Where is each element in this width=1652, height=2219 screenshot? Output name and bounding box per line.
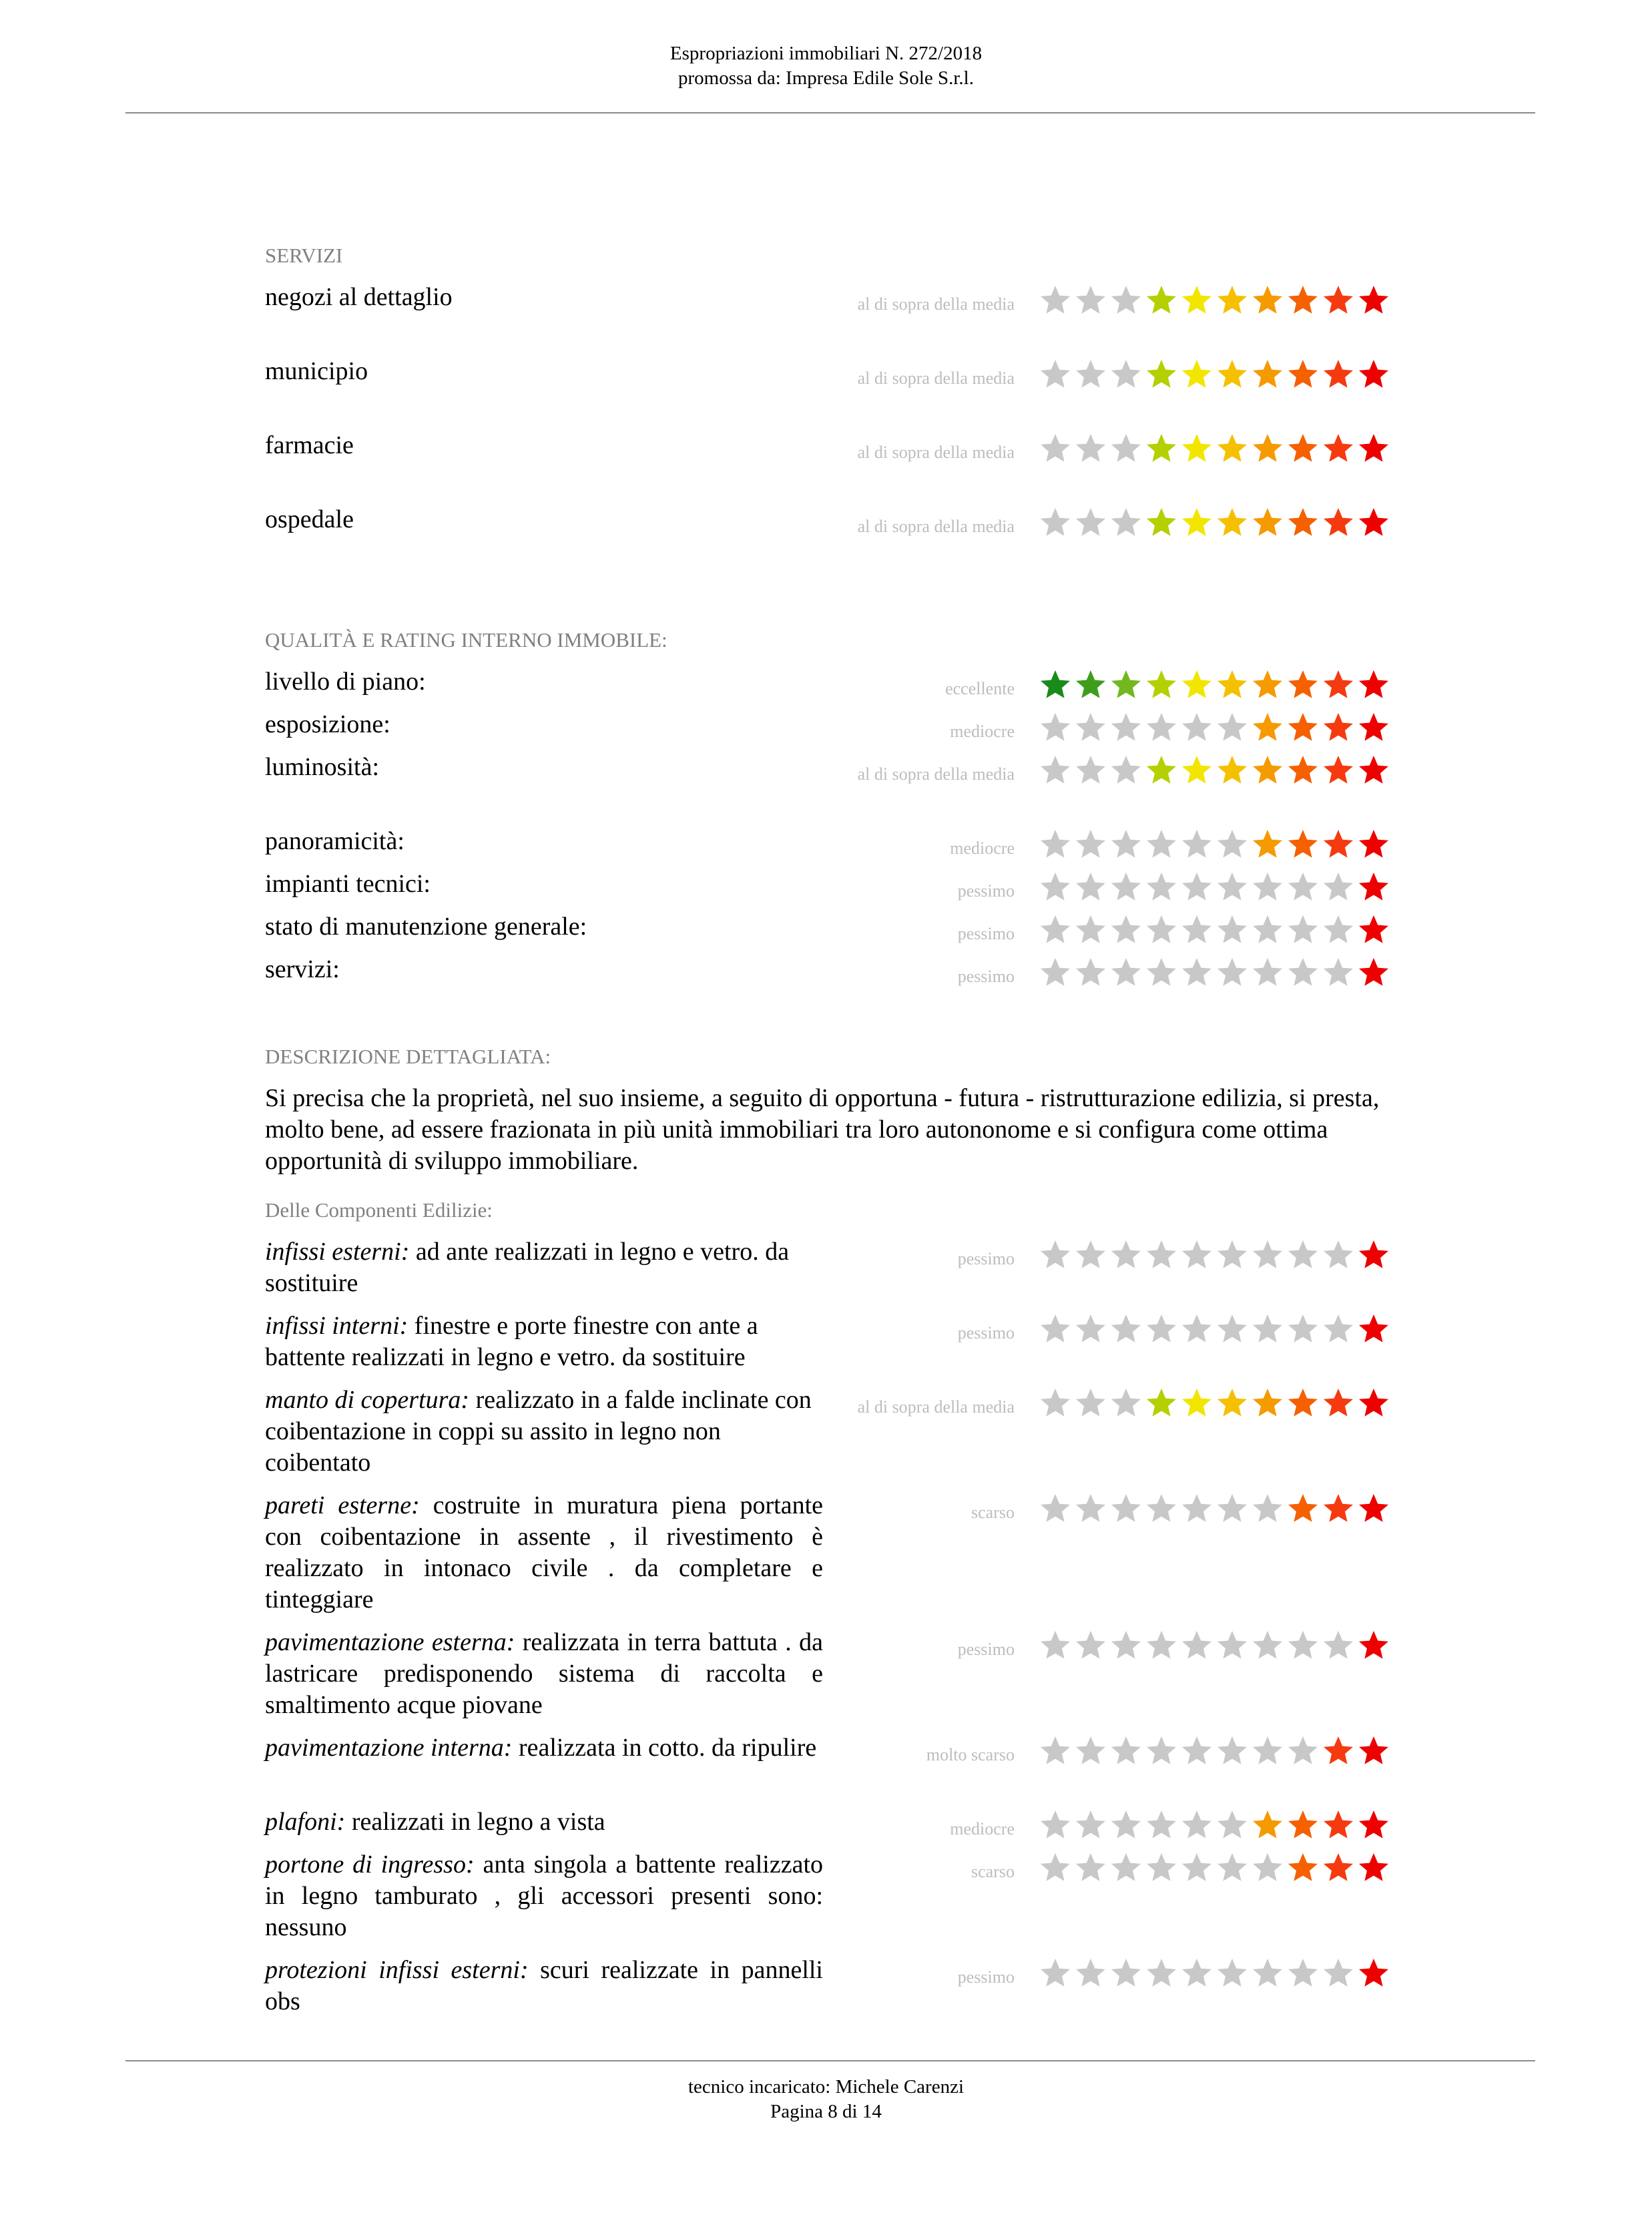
star-empty-icon: [1322, 956, 1355, 989]
star-empty-icon: [1215, 1492, 1249, 1525]
star-filled-icon: [1286, 506, 1320, 539]
star-filled-icon: [1251, 358, 1284, 391]
star-empty-icon: [1145, 1312, 1178, 1346]
star-empty-icon: [1180, 871, 1213, 904]
rating-text: mediocre: [950, 722, 1015, 741]
star-filled-icon: [1251, 668, 1284, 702]
star-empty-icon: [1251, 871, 1284, 904]
star-filled-icon: [1215, 668, 1249, 702]
star-filled-icon: [1357, 913, 1390, 947]
star-filled-icon: [1145, 668, 1178, 702]
rating-label: municipio: [265, 357, 368, 385]
star-empty-icon: [1215, 956, 1249, 989]
star-empty-icon: [1286, 871, 1320, 904]
star-empty-icon: [1251, 956, 1284, 989]
star-empty-icon: [1286, 1629, 1320, 1662]
star-empty-icon: [1145, 871, 1178, 904]
star-filled-icon: [1357, 1851, 1390, 1885]
star-filled-icon: [1215, 754, 1249, 787]
rating-text: pessimo: [957, 1640, 1015, 1659]
rating-label: esposizione:: [265, 710, 390, 738]
star-empty-icon: [1215, 913, 1249, 947]
star-rating: [1039, 913, 1390, 947]
rating-text: al di sopra della media: [857, 517, 1015, 536]
rating-label: servizi:: [265, 955, 340, 983]
star-empty-icon: [1322, 871, 1355, 904]
star-empty-icon: [1109, 1492, 1143, 1525]
star-filled-icon: [1357, 668, 1390, 702]
component-description: [265, 1385, 823, 1479]
star-empty-icon: [1180, 1629, 1213, 1662]
star-filled-icon: [1145, 506, 1178, 539]
star-empty-icon: [1145, 1629, 1178, 1662]
star-empty-icon: [1074, 1312, 1107, 1346]
star-filled-icon: [1251, 432, 1284, 465]
star-empty-icon: [1286, 1957, 1320, 1990]
star-empty-icon: [1109, 1851, 1143, 1885]
component-description: [265, 1310, 823, 1373]
star-rating: [1039, 1492, 1390, 1525]
star-empty-icon: [1039, 1629, 1072, 1662]
component-name: infissi interni:: [265, 1312, 408, 1340]
star-filled-icon: [1357, 754, 1390, 787]
star-filled-icon: [1251, 1387, 1284, 1420]
rating-text: mediocre: [950, 838, 1015, 858]
star-empty-icon: [1251, 1492, 1284, 1525]
star-empty-icon: [1109, 871, 1143, 904]
rating-text: eccellente: [945, 679, 1015, 698]
star-rating: [1039, 506, 1390, 539]
star-filled-icon: [1145, 754, 1178, 787]
component-description: [265, 1732, 823, 1764]
star-filled-icon: [1286, 358, 1320, 391]
rating-text: al di sopra della media: [857, 443, 1015, 462]
star-empty-icon: [1251, 1957, 1284, 1990]
star-empty-icon: [1074, 1957, 1107, 1990]
star-empty-icon: [1145, 956, 1178, 989]
rating-label: farmacie: [265, 431, 354, 459]
star-empty-icon: [1039, 284, 1072, 317]
star-filled-icon: [1322, 1808, 1355, 1842]
star-filled-icon: [1357, 432, 1390, 465]
star-empty-icon: [1074, 913, 1107, 947]
star-empty-icon: [1039, 1387, 1072, 1420]
rating-label: panoramicità:: [265, 827, 404, 855]
star-empty-icon: [1286, 1238, 1320, 1272]
star-filled-icon: [1286, 432, 1320, 465]
star-rating: [1039, 432, 1390, 465]
star-rating: [1039, 1312, 1390, 1346]
star-filled-icon: [1357, 1808, 1390, 1842]
rating-label: negozi al dettaglio: [265, 283, 453, 311]
star-filled-icon: [1322, 668, 1355, 702]
star-filled-icon: [1286, 1851, 1320, 1885]
star-filled-icon: [1322, 711, 1355, 744]
star-empty-icon: [1074, 506, 1107, 539]
star-empty-icon: [1039, 1851, 1072, 1885]
star-rating: [1039, 1734, 1390, 1768]
star-filled-icon: [1322, 284, 1355, 317]
star-empty-icon: [1180, 828, 1213, 861]
star-empty-icon: [1251, 1238, 1284, 1272]
star-empty-icon: [1109, 1808, 1143, 1842]
section-title-servizi: SERVIZI: [265, 244, 343, 267]
star-empty-icon: [1109, 1387, 1143, 1420]
rating-label: impianti tecnici:: [265, 870, 431, 898]
star-rating: [1039, 284, 1390, 317]
rating-text: al di sopra della media: [857, 764, 1015, 784]
star-empty-icon: [1180, 1492, 1213, 1525]
star-empty-icon: [1039, 828, 1072, 861]
star-empty-icon: [1074, 871, 1107, 904]
star-filled-icon: [1322, 506, 1355, 539]
star-empty-icon: [1180, 956, 1213, 989]
rating-text: al di sopra della media: [857, 1397, 1015, 1417]
rating-text: pessimo: [957, 1967, 1015, 1987]
component-name: pavimentazione esterna:: [265, 1628, 515, 1656]
star-empty-icon: [1039, 956, 1072, 989]
star-rating: [1039, 828, 1390, 861]
star-filled-icon: [1357, 956, 1390, 989]
footer-divider: [125, 2060, 1535, 2061]
star-empty-icon: [1286, 1734, 1320, 1768]
star-empty-icon: [1251, 1851, 1284, 1885]
star-empty-icon: [1074, 1734, 1107, 1768]
star-filled-icon: [1286, 1808, 1320, 1842]
star-empty-icon: [1322, 1629, 1355, 1662]
star-filled-icon: [1215, 284, 1249, 317]
section-title-qualita: QUALITÀ E RATING INTERNO IMMOBILE:: [265, 628, 667, 652]
star-filled-icon: [1286, 284, 1320, 317]
rating-text: pessimo: [957, 1249, 1015, 1268]
star-empty-icon: [1109, 506, 1143, 539]
section-title-descrizione: DESCRIZIONE DETTAGLIATA:: [265, 1045, 551, 1068]
star-empty-icon: [1145, 1957, 1178, 1990]
star-empty-icon: [1286, 913, 1320, 947]
header-subtitle: promossa da: Impresa Edile Sole S.r.l.: [678, 67, 974, 89]
rating-label: ospedale: [265, 505, 354, 533]
star-filled-icon: [1357, 358, 1390, 391]
star-empty-icon: [1039, 1808, 1072, 1842]
star-empty-icon: [1145, 1238, 1178, 1272]
star-empty-icon: [1145, 1492, 1178, 1525]
star-filled-icon: [1180, 754, 1213, 787]
star-filled-icon: [1286, 1492, 1320, 1525]
star-filled-icon: [1180, 358, 1213, 391]
star-empty-icon: [1074, 1238, 1107, 1272]
star-rating: [1039, 1957, 1390, 1990]
star-empty-icon: [1074, 956, 1107, 989]
star-filled-icon: [1286, 668, 1320, 702]
star-empty-icon: [1286, 956, 1320, 989]
star-filled-icon: [1357, 1312, 1390, 1346]
star-filled-icon: [1215, 506, 1249, 539]
star-filled-icon: [1357, 284, 1390, 317]
star-filled-icon: [1145, 1387, 1178, 1420]
star-empty-icon: [1109, 1312, 1143, 1346]
rating-label: livello di piano:: [265, 668, 426, 696]
star-empty-icon: [1215, 1312, 1249, 1346]
header-divider: [125, 112, 1535, 113]
star-empty-icon: [1180, 1312, 1213, 1346]
rating-text: pessimo: [957, 967, 1015, 986]
star-filled-icon: [1215, 358, 1249, 391]
component-name: plafoni:: [265, 1808, 346, 1836]
star-filled-icon: [1251, 711, 1284, 744]
component-text: finestre e porte finestre con ante a battente realizzati in legno e vetro. da sostituire: [265, 1312, 758, 1371]
star-filled-icon: [1251, 284, 1284, 317]
star-filled-icon: [1357, 1957, 1390, 1990]
star-filled-icon: [1215, 432, 1249, 465]
star-empty-icon: [1109, 828, 1143, 861]
star-empty-icon: [1180, 1734, 1213, 1768]
star-empty-icon: [1215, 828, 1249, 861]
star-empty-icon: [1074, 1851, 1107, 1885]
star-empty-icon: [1074, 828, 1107, 861]
star-empty-icon: [1215, 1629, 1249, 1662]
component-name: infissi esterni:: [265, 1238, 410, 1266]
star-empty-icon: [1039, 754, 1072, 787]
star-rating: [1039, 754, 1390, 787]
star-filled-icon: [1322, 358, 1355, 391]
star-empty-icon: [1180, 711, 1213, 744]
star-empty-icon: [1180, 1957, 1213, 1990]
star-empty-icon: [1109, 913, 1143, 947]
component-name: protezioni infissi esterni:: [265, 1956, 529, 1984]
star-empty-icon: [1074, 1492, 1107, 1525]
star-empty-icon: [1074, 1387, 1107, 1420]
star-empty-icon: [1109, 284, 1143, 317]
component-name: pavimentazione interna:: [265, 1734, 513, 1762]
star-filled-icon: [1251, 1808, 1284, 1842]
page-number: Pagina 8 di 14: [770, 2101, 882, 2122]
star-empty-icon: [1180, 913, 1213, 947]
footer-author: tecnico incaricato: Michele Carenzi: [687, 2076, 965, 2098]
star-filled-icon: [1357, 1734, 1390, 1768]
star-filled-icon: [1322, 1387, 1355, 1420]
component-name: manto di copertura:: [265, 1386, 470, 1414]
star-empty-icon: [1322, 1957, 1355, 1990]
star-filled-icon: [1180, 668, 1213, 702]
star-empty-icon: [1251, 1734, 1284, 1768]
star-empty-icon: [1251, 913, 1284, 947]
star-rating: [1039, 668, 1390, 702]
star-filled-icon: [1145, 358, 1178, 391]
star-empty-icon: [1215, 711, 1249, 744]
star-empty-icon: [1215, 871, 1249, 904]
star-empty-icon: [1180, 1238, 1213, 1272]
star-empty-icon: [1215, 1851, 1249, 1885]
star-filled-icon: [1322, 1851, 1355, 1885]
component-description: [265, 1849, 823, 1943]
star-empty-icon: [1039, 871, 1072, 904]
component-description: [265, 1236, 823, 1299]
star-rating: [1039, 1851, 1390, 1885]
star-empty-icon: [1074, 754, 1107, 787]
page-header: [0, 41, 1652, 91]
star-filled-icon: [1357, 1238, 1390, 1272]
component-text: scuri realizzate in pannelli obs: [265, 1956, 823, 2015]
star-filled-icon: [1145, 432, 1178, 465]
star-rating: [1039, 871, 1390, 904]
star-empty-icon: [1251, 1312, 1284, 1346]
star-empty-icon: [1322, 1238, 1355, 1272]
star-empty-icon: [1039, 913, 1072, 947]
star-filled-icon: [1251, 506, 1284, 539]
star-empty-icon: [1109, 358, 1143, 391]
rating-text: scarso: [971, 1503, 1015, 1522]
rating-label: stato di manutenzione generale:: [265, 913, 587, 941]
rating-text: al di sopra della media: [857, 294, 1015, 314]
star-filled-icon: [1357, 871, 1390, 904]
star-filled-icon: [1357, 506, 1390, 539]
star-empty-icon: [1286, 1312, 1320, 1346]
component-text: realizzata in terra battuta . da lastricare predisponendo sistema di raccolta e smaltimento acque piovane: [265, 1628, 823, 1719]
rating-text: scarso: [971, 1862, 1015, 1881]
star-filled-icon: [1357, 828, 1390, 861]
star-empty-icon: [1215, 1734, 1249, 1768]
rating-text: pessimo: [957, 924, 1015, 943]
star-empty-icon: [1109, 1957, 1143, 1990]
component-name: pareti esterne:: [265, 1491, 420, 1519]
star-empty-icon: [1039, 432, 1072, 465]
header-title: Espropriazioni immobiliari N. 272/2018: [669, 43, 983, 64]
star-empty-icon: [1039, 1312, 1072, 1346]
page-footer: [0, 2075, 1652, 2124]
star-empty-icon: [1145, 1808, 1178, 1842]
star-filled-icon: [1357, 1492, 1390, 1525]
star-rating: [1039, 358, 1390, 391]
star-empty-icon: [1074, 1629, 1107, 1662]
star-filled-icon: [1322, 432, 1355, 465]
star-empty-icon: [1180, 1808, 1213, 1842]
star-empty-icon: [1145, 913, 1178, 947]
star-filled-icon: [1109, 668, 1143, 702]
star-empty-icon: [1215, 1957, 1249, 1990]
star-filled-icon: [1357, 711, 1390, 744]
star-rating: [1039, 711, 1390, 744]
star-empty-icon: [1145, 1851, 1178, 1885]
star-empty-icon: [1039, 711, 1072, 744]
star-empty-icon: [1145, 711, 1178, 744]
star-filled-icon: [1180, 432, 1213, 465]
star-empty-icon: [1215, 1238, 1249, 1272]
star-empty-icon: [1109, 711, 1143, 744]
star-filled-icon: [1286, 711, 1320, 744]
star-filled-icon: [1357, 1629, 1390, 1662]
description-paragraph: Si precisa che la proprietà, nel suo insieme, a seguito di opportuna - futura - ristrutturazione edilizia, si presta, molto bene, ad essere frazionata in più unità immobiliari tra loro autononome e si configura come ottima opportunità di sviluppo immobiliare.: [265, 1084, 1380, 1175]
component-description: [265, 1627, 823, 1721]
star-empty-icon: [1109, 1734, 1143, 1768]
component-text: ad ante realizzati in legno e vetro. da sostituire: [265, 1238, 790, 1297]
star-empty-icon: [1109, 754, 1143, 787]
component-text: anta singola a battente realizzato in legno tamburato , gli accessori presenti sono: nessuno: [265, 1851, 824, 1941]
rating-text: pessimo: [957, 1323, 1015, 1342]
component-text: costruite in muratura piena portante con coibentazione in assente , il rivestimento è realizzato in intonaco civile . da completare e tinteggiare: [265, 1491, 823, 1614]
star-filled-icon: [1145, 284, 1178, 317]
star-empty-icon: [1074, 1808, 1107, 1842]
star-empty-icon: [1322, 1312, 1355, 1346]
star-empty-icon: [1039, 1734, 1072, 1768]
rating-text: molto scarso: [926, 1745, 1015, 1764]
star-rating: [1039, 1629, 1390, 1662]
star-empty-icon: [1215, 1808, 1249, 1842]
rating-text: pessimo: [957, 881, 1015, 901]
star-empty-icon: [1109, 1238, 1143, 1272]
star-filled-icon: [1180, 284, 1213, 317]
section-title-componenti: Delle Componenti Edilizie:: [265, 1198, 493, 1222]
star-filled-icon: [1286, 1387, 1320, 1420]
star-rating: [1039, 956, 1390, 989]
component-text: realizzato in a falde inclinate con coibentazione in coppi su assito in legno non coibentato: [265, 1386, 812, 1477]
star-rating: [1039, 1387, 1390, 1420]
star-filled-icon: [1251, 828, 1284, 861]
star-filled-icon: [1180, 506, 1213, 539]
star-rating: [1039, 1238, 1390, 1272]
component-text: realizzati in legno a vista: [345, 1808, 605, 1836]
star-empty-icon: [1145, 1734, 1178, 1768]
star-empty-icon: [1251, 1629, 1284, 1662]
component-name: portone di ingresso:: [265, 1851, 475, 1879]
rating-text: al di sopra della media: [857, 368, 1015, 388]
star-filled-icon: [1322, 1492, 1355, 1525]
star-empty-icon: [1074, 284, 1107, 317]
star-empty-icon: [1074, 711, 1107, 744]
rating-text: mediocre: [950, 1819, 1015, 1838]
component-description: [265, 1806, 823, 1838]
star-filled-icon: [1322, 754, 1355, 787]
star-empty-icon: [1074, 432, 1107, 465]
rating-label: luminosità:: [265, 753, 379, 781]
star-filled-icon: [1180, 1387, 1213, 1420]
star-filled-icon: [1039, 668, 1072, 702]
star-filled-icon: [1357, 1387, 1390, 1420]
star-filled-icon: [1322, 828, 1355, 861]
star-empty-icon: [1039, 506, 1072, 539]
star-filled-icon: [1286, 754, 1320, 787]
star-empty-icon: [1145, 828, 1178, 861]
component-description: [265, 1955, 823, 2017]
star-empty-icon: [1109, 956, 1143, 989]
star-filled-icon: [1322, 1734, 1355, 1768]
star-empty-icon: [1180, 1851, 1213, 1885]
star-filled-icon: [1215, 1387, 1249, 1420]
star-empty-icon: [1039, 1957, 1072, 1990]
star-filled-icon: [1286, 828, 1320, 861]
component-description: [265, 1490, 823, 1616]
star-empty-icon: [1074, 358, 1107, 391]
component-text: realizzata in cotto. da ripulire: [512, 1734, 817, 1762]
star-empty-icon: [1039, 1492, 1072, 1525]
star-filled-icon: [1074, 668, 1107, 702]
star-empty-icon: [1322, 913, 1355, 947]
star-empty-icon: [1109, 432, 1143, 465]
star-filled-icon: [1251, 754, 1284, 787]
star-empty-icon: [1109, 1629, 1143, 1662]
star-empty-icon: [1039, 358, 1072, 391]
star-empty-icon: [1039, 1238, 1072, 1272]
star-rating: [1039, 1808, 1390, 1842]
